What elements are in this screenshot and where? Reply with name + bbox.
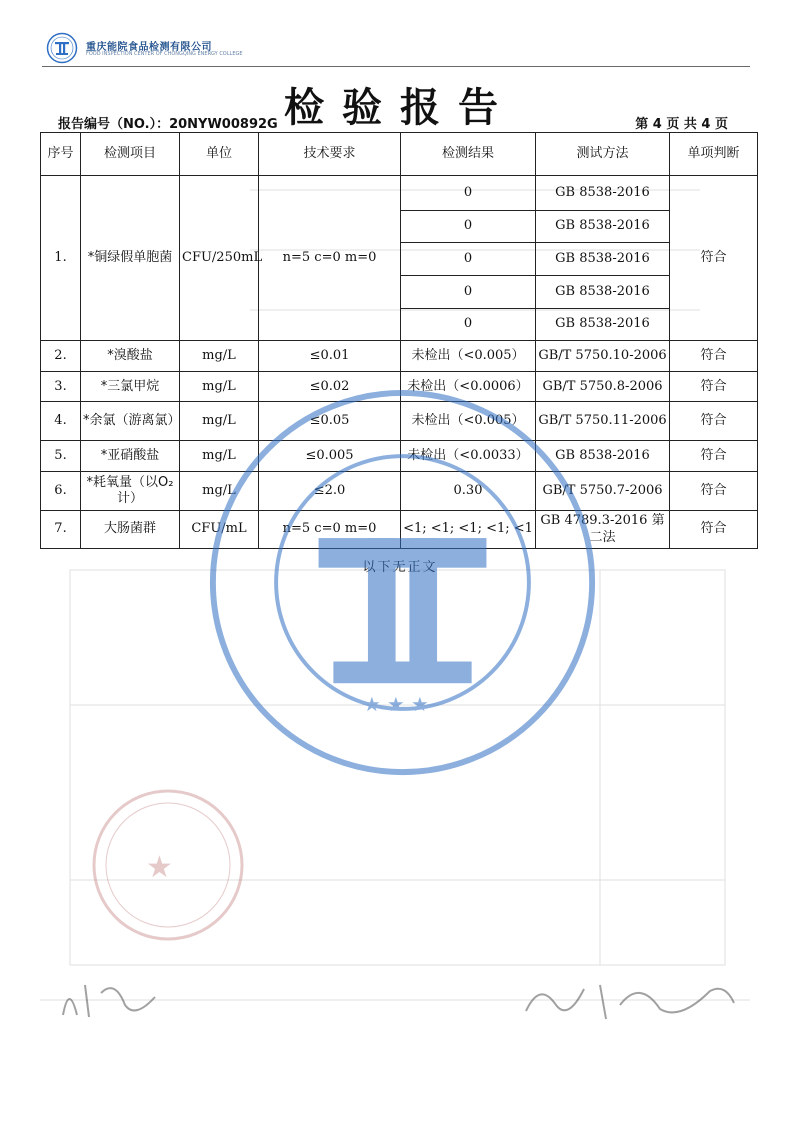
test-method: GB 8538-2016	[536, 176, 670, 211]
verdict: 符合	[670, 441, 758, 472]
page-indicator: 第 4 页 共 4 页	[635, 117, 728, 132]
inspection-seal-icon	[205, 385, 600, 780]
unit: mg/L	[180, 371, 259, 402]
result-value: 0	[401, 243, 536, 276]
unit: mg/L	[180, 341, 259, 372]
test-method: GB 8538-2016	[536, 276, 670, 309]
row-number: 5.	[41, 441, 81, 472]
test-item: *溴酸盐	[81, 341, 180, 372]
requirement: ≤0.005	[259, 441, 401, 472]
row-number: 4.	[41, 402, 81, 441]
verdict: 符合	[670, 371, 758, 402]
verdict: 符合	[670, 511, 758, 549]
col-header-verdict: 单项判断	[670, 133, 758, 176]
row-number: 7.	[41, 511, 81, 549]
test-item: *铜绿假单胞菌	[81, 176, 180, 341]
company-stamp-icon	[88, 785, 248, 945]
table-row	[41, 341, 758, 372]
col-header-item: 检测项目	[81, 133, 180, 176]
svg-text:★ ★ ★: ★ ★ ★	[363, 692, 429, 716]
header-divider	[42, 66, 750, 67]
table-header-row	[41, 133, 758, 176]
result-value: 未检出（<0.005）	[401, 402, 536, 441]
requirement: ≤0.01	[259, 341, 401, 372]
test-item: *余氯（游离氯）	[81, 402, 180, 441]
signature-mark-left	[55, 975, 165, 1025]
test-method: GB/T 5750.11-2006	[536, 402, 670, 441]
unit: mg/L	[180, 472, 259, 511]
col-header-result: 检测结果	[401, 133, 536, 176]
test-method: GB 8538-2016	[536, 308, 670, 341]
test-item: *亚硝酸盐	[81, 441, 180, 472]
col-header-no: 序号	[41, 133, 81, 176]
row-number: 3.	[41, 371, 81, 402]
report-number: 报告编号（NO.）：20NYW00892G	[58, 117, 278, 132]
unit: CFU/mL	[180, 511, 259, 549]
test-method: GB 8538-2016	[536, 243, 670, 276]
result-value: 0.30	[401, 472, 536, 511]
table-row	[41, 176, 758, 211]
row-number: 2.	[41, 341, 81, 372]
test-method: GB 4789.3-2016 第二法	[536, 511, 670, 549]
test-method: GB 8538-2016	[536, 441, 670, 472]
result-value: 0	[401, 276, 536, 309]
col-header-method: 测试方法	[536, 133, 670, 176]
result-value: <1; <1; <1; <1; <1	[401, 511, 536, 549]
col-header-unit: 单位	[180, 133, 259, 176]
verdict: 符合	[670, 402, 758, 441]
verdict: 符合	[670, 472, 758, 511]
org-english-name: FOOD INSPECTION CENTER OF CHONGQING ENERGY COLLEGE	[86, 51, 243, 57]
test-method: GB/T 5750.10-2006	[536, 341, 670, 372]
test-method: GB 8538-2016	[536, 210, 670, 243]
verdict: 符合	[670, 176, 758, 341]
report-title: 检验报告	[284, 85, 516, 131]
result-value: 0	[401, 308, 536, 341]
result-value: 0	[401, 176, 536, 211]
result-value: 未检出（<0.005）	[401, 341, 536, 372]
test-item: 大肠菌群	[81, 511, 180, 549]
verdict: 符合	[670, 341, 758, 372]
requirement: ≤2.0	[259, 472, 401, 511]
col-header-requirement: 技术要求	[259, 133, 401, 176]
requirement: n=5 c=0 m=0	[259, 176, 401, 341]
test-item: *三氯甲烷	[81, 371, 180, 402]
company-logo-icon	[46, 32, 78, 64]
requirement: n=5 c=0 m=0	[259, 511, 401, 549]
result-value: 未检出（<0.0033）	[401, 441, 536, 472]
test-item: *耗氧量（以O₂计）	[81, 472, 180, 511]
unit: CFU/250mL	[180, 176, 259, 341]
test-method: GB/T 5750.7-2006	[536, 472, 670, 511]
unit: mg/L	[180, 441, 259, 472]
result-value: 0	[401, 210, 536, 243]
result-value: 未检出（<0.0006）	[401, 371, 536, 402]
test-method: GB/T 5750.8-2006	[536, 371, 670, 402]
row-number: 6.	[41, 472, 81, 511]
unit: mg/L	[180, 402, 259, 441]
svg-text:★: ★	[146, 850, 173, 885]
requirement: ≤0.02	[259, 371, 401, 402]
org-name: 重庆能院食品检测有限公司	[86, 42, 212, 53]
signature-mark-right	[520, 975, 740, 1025]
row-number: 1.	[41, 176, 81, 341]
requirement: ≤0.05	[259, 402, 401, 441]
letterhead	[42, 22, 752, 66]
